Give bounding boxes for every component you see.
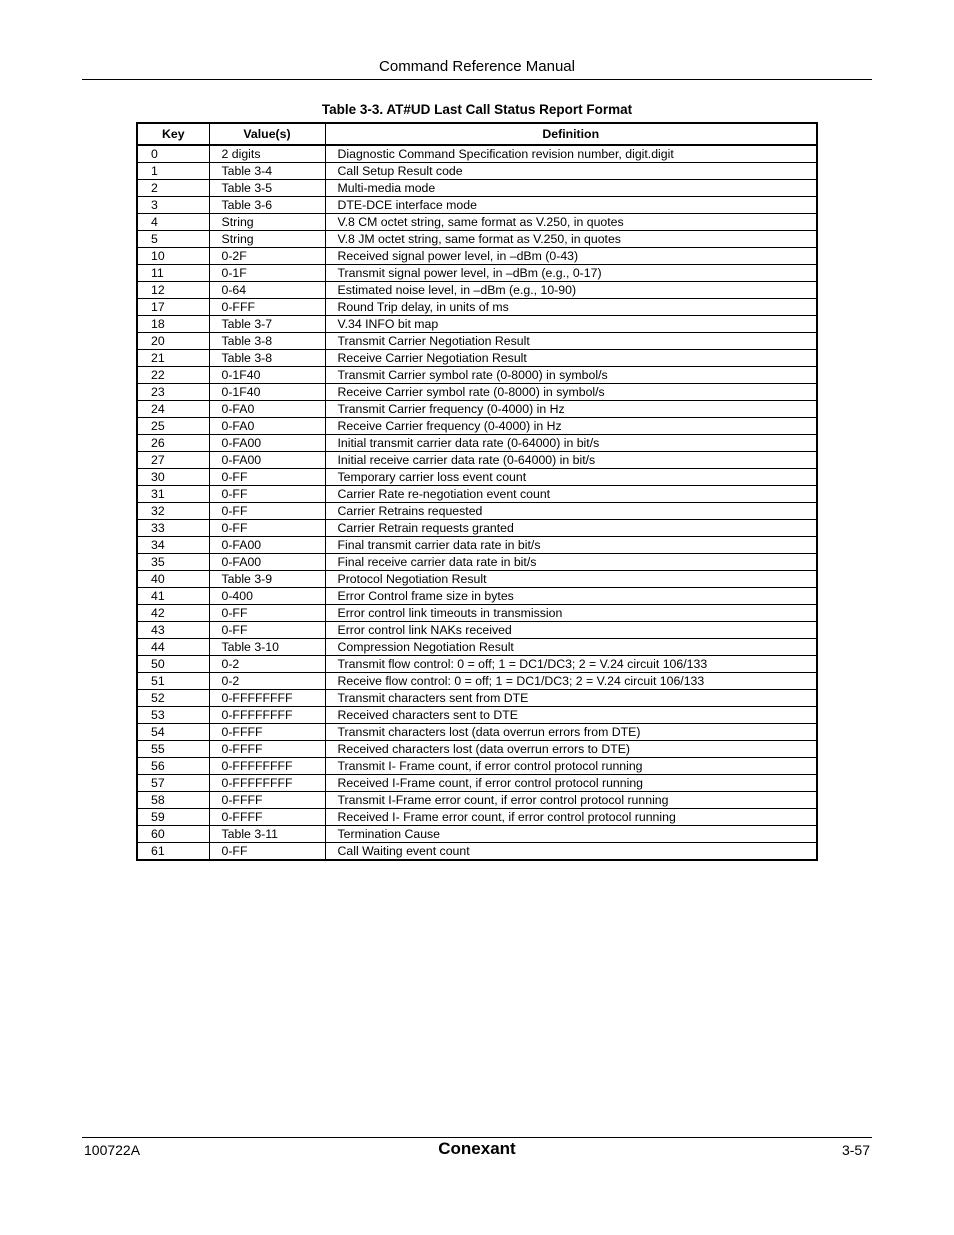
cell-definition: Error Control frame size in bytes	[325, 588, 817, 605]
cell-key: 58	[137, 792, 209, 809]
cell-values: 0-FA00	[209, 452, 325, 469]
cell-key: 34	[137, 537, 209, 554]
cell-definition: Receive Carrier Negotiation Result	[325, 350, 817, 367]
cell-key: 52	[137, 690, 209, 707]
column-header-key: Key	[137, 123, 209, 145]
table-row	[137, 350, 817, 367]
table-row	[137, 163, 817, 180]
cell-values: Table 3-8	[209, 333, 325, 350]
header-divider	[82, 79, 872, 80]
cell-values: 0-1F40	[209, 367, 325, 384]
cell-values: Table 3-6	[209, 197, 325, 214]
cell-values: 0-FF	[209, 622, 325, 639]
cell-values: String	[209, 231, 325, 248]
cell-definition: Transmit characters lost (data overrun errors from DTE)	[325, 724, 817, 741]
footer-divider	[82, 1137, 872, 1138]
cell-definition: Termination Cause	[325, 826, 817, 843]
cell-key: 50	[137, 656, 209, 673]
cell-values: 0-FA00	[209, 435, 325, 452]
cell-values: 0-2	[209, 656, 325, 673]
cell-definition: Receive Carrier symbol rate (0-8000) in symbol/s	[325, 384, 817, 401]
cell-key: 59	[137, 809, 209, 826]
table-row	[137, 639, 817, 656]
cell-key: 17	[137, 299, 209, 316]
cell-values: 0-1F40	[209, 384, 325, 401]
cell-key: 23	[137, 384, 209, 401]
cell-definition: Error control link NAKs received	[325, 622, 817, 639]
table-row	[137, 299, 817, 316]
table-caption: Table 3-3. AT#UD Last Call Status Report Format	[321, 102, 633, 117]
cell-values: 0-FF	[209, 503, 325, 520]
table-row	[137, 605, 817, 622]
cell-key: 21	[137, 350, 209, 367]
table-row	[137, 145, 817, 163]
cell-values: 0-FF	[209, 605, 325, 622]
cell-values: 0-FFFF	[209, 809, 325, 826]
cell-values: 0-FA00	[209, 537, 325, 554]
cell-definition: Transmit I-Frame error count, if error control protocol running	[325, 792, 817, 809]
page-header-title: Command Reference Manual	[379, 58, 575, 75]
cell-values: 2 digits	[209, 145, 325, 163]
table-row	[137, 809, 817, 826]
cell-values: Table 3-5	[209, 180, 325, 197]
cell-key: 22	[137, 367, 209, 384]
table-row	[137, 197, 817, 214]
cell-definition: Received signal power level, in –dBm (0-43)	[325, 248, 817, 265]
table-row	[137, 231, 817, 248]
cell-definition: DTE-DCE interface mode	[325, 197, 817, 214]
cell-definition: Error control link timeouts in transmission	[325, 605, 817, 622]
cell-definition: Carrier Retrain requests granted	[325, 520, 817, 537]
cell-key: 25	[137, 418, 209, 435]
cell-key: 31	[137, 486, 209, 503]
table-row	[137, 673, 817, 690]
cell-definition: Receive Carrier frequency (0-4000) in Hz	[325, 418, 817, 435]
table-row	[137, 333, 817, 350]
table-row	[137, 843, 817, 861]
cell-key: 61	[137, 843, 209, 861]
cell-definition: Call Setup Result code	[325, 163, 817, 180]
cell-key: 54	[137, 724, 209, 741]
cell-values: 0-FFFFFFFF	[209, 775, 325, 792]
cell-key: 41	[137, 588, 209, 605]
cell-key: 43	[137, 622, 209, 639]
cell-key: 33	[137, 520, 209, 537]
cell-definition: Received I-Frame count, if error control protocol running	[325, 775, 817, 792]
cell-definition: V.34 INFO bit map	[325, 316, 817, 333]
column-header-definition: Definition	[325, 123, 817, 145]
cell-definition: Receive flow control: 0 = off; 1 = DC1/DC3; 2 = V.24 circuit 106/133	[325, 673, 817, 690]
cell-key: 5	[137, 231, 209, 248]
cell-values: Table 3-8	[209, 350, 325, 367]
cell-key: 0	[137, 145, 209, 163]
cell-definition: Transmit signal power level, in –dBm (e.g., 0-17)	[325, 265, 817, 282]
cell-values: 0-FF	[209, 486, 325, 503]
cell-definition: Carrier Retrains requested	[325, 503, 817, 520]
cell-definition: Estimated noise level, in –dBm (e.g., 10-90)	[325, 282, 817, 299]
table-row	[137, 248, 817, 265]
cell-values: 0-FFFFFFFF	[209, 758, 325, 775]
cell-values: 0-FF	[209, 520, 325, 537]
cell-key: 57	[137, 775, 209, 792]
cell-definition: Initial transmit carrier data rate (0-64000) in bit/s	[325, 435, 817, 452]
cell-values: Table 3-9	[209, 571, 325, 588]
cell-key: 2	[137, 180, 209, 197]
table-row	[137, 758, 817, 775]
cell-definition: Final transmit carrier data rate in bit/s	[325, 537, 817, 554]
company-name: Conexant	[438, 1139, 516, 1158]
cell-definition: Received I- Frame error count, if error control protocol running	[325, 809, 817, 826]
table-row	[137, 282, 817, 299]
cell-key: 4	[137, 214, 209, 231]
cell-definition: Transmit Carrier symbol rate (0-8000) in symbol/s	[325, 367, 817, 384]
cell-definition: Transmit I- Frame count, if error control protocol running	[325, 758, 817, 775]
cell-key: 44	[137, 639, 209, 656]
cell-key: 56	[137, 758, 209, 775]
table-body	[137, 145, 817, 860]
cell-key: 20	[137, 333, 209, 350]
document-number: 100722A	[84, 1142, 141, 1158]
table-row	[137, 486, 817, 503]
cell-key: 40	[137, 571, 209, 588]
cell-values: 0-FF	[209, 469, 325, 486]
table-row	[137, 554, 817, 571]
table-row	[137, 469, 817, 486]
cell-key: 42	[137, 605, 209, 622]
cell-definition: Transmit Carrier frequency (0-4000) in Hz	[325, 401, 817, 418]
cell-definition: Round Trip delay, in units of ms	[325, 299, 817, 316]
cell-key: 53	[137, 707, 209, 724]
cell-definition: Transmit flow control: 0 = off; 1 = DC1/DC3; 2 = V.24 circuit 106/133	[325, 656, 817, 673]
cell-definition: Transmit Carrier Negotiation Result	[325, 333, 817, 350]
cell-values: 0-FFFF	[209, 724, 325, 741]
table-header-row	[137, 123, 817, 145]
cell-values: 0-FF	[209, 843, 325, 861]
cell-values: 0-FFFF	[209, 741, 325, 758]
cell-values: 0-64	[209, 282, 325, 299]
table-row	[137, 775, 817, 792]
cell-values: 0-FFFFFFFF	[209, 690, 325, 707]
cell-definition: Carrier Rate re-negotiation event count	[325, 486, 817, 503]
table-row	[137, 622, 817, 639]
cell-definition: Initial receive carrier data rate (0-64000) in bit/s	[325, 452, 817, 469]
table-row	[137, 503, 817, 520]
table-row	[137, 707, 817, 724]
cell-key: 3	[137, 197, 209, 214]
table-row	[137, 384, 817, 401]
table-row	[137, 656, 817, 673]
cell-values: 0-FFF	[209, 299, 325, 316]
table-row	[137, 401, 817, 418]
cell-definition: Compression Negotiation Result	[325, 639, 817, 656]
table-row	[137, 452, 817, 469]
cell-values: 0-2F	[209, 248, 325, 265]
cell-values: 0-400	[209, 588, 325, 605]
table-row	[137, 826, 817, 843]
cell-values: 0-FA0	[209, 418, 325, 435]
cell-key: 10	[137, 248, 209, 265]
table-row	[137, 537, 817, 554]
cell-key: 11	[137, 265, 209, 282]
cell-key: 60	[137, 826, 209, 843]
cell-definition: Multi-media mode	[325, 180, 817, 197]
table-row	[137, 571, 817, 588]
cell-key: 26	[137, 435, 209, 452]
table-row	[137, 180, 817, 197]
cell-definition: Final receive carrier data rate in bit/s	[325, 554, 817, 571]
cell-definition: Transmit characters sent from DTE	[325, 690, 817, 707]
table-row	[137, 316, 817, 333]
cell-definition: Protocol Negotiation Result	[325, 571, 817, 588]
cell-values: 0-1F	[209, 265, 325, 282]
cell-definition: Call Waiting event count	[325, 843, 817, 861]
table-row	[137, 214, 817, 231]
table-row	[137, 418, 817, 435]
table-row	[137, 265, 817, 282]
status-report-table	[136, 122, 818, 861]
table-row	[137, 741, 817, 758]
table-row	[137, 520, 817, 537]
cell-definition: Diagnostic Command Specification revision number, digit.digit	[325, 145, 817, 163]
cell-key: 30	[137, 469, 209, 486]
cell-values: Table 3-4	[209, 163, 325, 180]
cell-definition: Received characters sent to DTE	[325, 707, 817, 724]
table-row	[137, 690, 817, 707]
cell-key: 55	[137, 741, 209, 758]
cell-values: Table 3-7	[209, 316, 325, 333]
cell-key: 35	[137, 554, 209, 571]
column-header-values: Value(s)	[209, 123, 325, 145]
cell-definition: V.8 JM octet string, same format as V.250, in quotes	[325, 231, 817, 248]
cell-values: 0-2	[209, 673, 325, 690]
cell-values: 0-FA0	[209, 401, 325, 418]
cell-values: Table 3-11	[209, 826, 325, 843]
page-number: 3-57	[841, 1142, 870, 1158]
cell-key: 32	[137, 503, 209, 520]
cell-definition: Temporary carrier loss event count	[325, 469, 817, 486]
cell-values: String	[209, 214, 325, 231]
cell-definition: V.8 CM octet string, same format as V.250, in quotes	[325, 214, 817, 231]
table-row	[137, 792, 817, 809]
table-row	[137, 367, 817, 384]
cell-key: 24	[137, 401, 209, 418]
cell-key: 51	[137, 673, 209, 690]
cell-key: 1	[137, 163, 209, 180]
cell-definition: Received characters lost (data overrun errors to DTE)	[325, 741, 817, 758]
cell-key: 12	[137, 282, 209, 299]
cell-values: 0-FA00	[209, 554, 325, 571]
cell-values: 0-FFFFFFFF	[209, 707, 325, 724]
table-row	[137, 435, 817, 452]
table-row	[137, 724, 817, 741]
table-row	[137, 588, 817, 605]
cell-values: 0-FFFF	[209, 792, 325, 809]
cell-key: 27	[137, 452, 209, 469]
cell-key: 18	[137, 316, 209, 333]
cell-values: Table 3-10	[209, 639, 325, 656]
